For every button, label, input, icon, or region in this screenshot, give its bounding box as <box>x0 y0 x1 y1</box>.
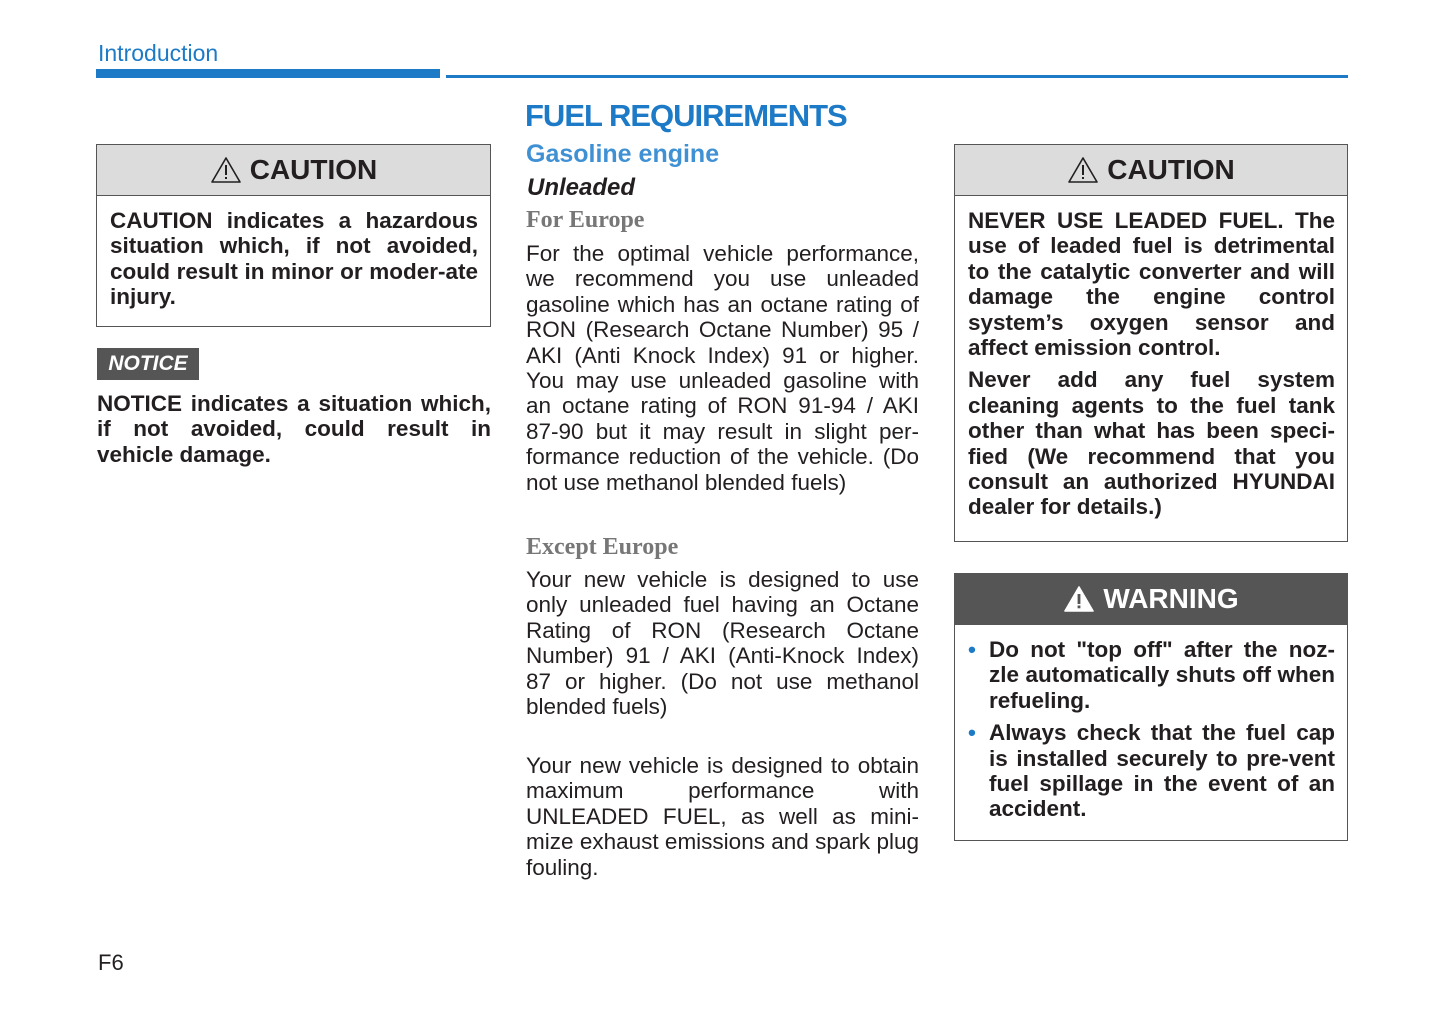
warning-triangle-icon <box>210 156 242 184</box>
section-subtitle: Gasoline engine <box>526 140 720 168</box>
caution-definition-box <box>96 144 491 327</box>
caution-paragraph: Never add any fuel system cleaning agents to the fuel tank other than what has been speci-fied (We recommend that you consult an authorized HYUNDAI dealer for details.) <box>968 367 1335 520</box>
warning-title: WARNING <box>1103 583 1239 614</box>
warning-item-text: Do not "top off" after the noz-zle automatically shuts off when refueling. <box>989 637 1335 713</box>
list-item <box>968 637 1335 713</box>
page-number: F6 <box>98 950 124 975</box>
bullet-icon: • <box>968 720 976 746</box>
header-rule-thin <box>446 75 1348 78</box>
section-subsubtitle: Unleaded <box>527 174 636 201</box>
for-europe-heading: For Europe <box>526 207 645 233</box>
notice-text: NOTICE indicates a situation which, if not avoided, could result in vehicle damage. <box>97 391 491 467</box>
warning-filled-triangle-icon <box>1063 585 1095 613</box>
unleaded-fuel-paragraph: Your new vehicle is designed to obtain maximum performance with UNLEADED FUEL, as well as mini-mize exhaust emissions and spark plug fouling. <box>526 753 919 880</box>
warning-box <box>954 573 1348 841</box>
for-europe-paragraph: For the optimal vehicle performance, we recommend you use unleaded gasoline which has an octane rating of RON (Research Octane Number) 95 / AKI (Anti Knock Index) 91 or higher. You may use unleaded gasoline with an octane rating of RON 91-94 / AKI 87-90 but it may result in slight per-formance reduction of the vehicle. (Do not use methanol blended fuels) <box>526 241 919 495</box>
warning-triangle-icon <box>1067 156 1099 184</box>
caution-title: CAUTION <box>249 154 378 185</box>
except-europe-paragraph: Your new vehicle is designed to use only unleaded fuel having an Octane Rating of RON (Research Octane Number) 91 / AKI (Anti-Knock Index) 87 or higher. (Do not use methanol blended fuels) <box>526 567 919 720</box>
caution-box-header <box>955 145 1347 196</box>
list-item <box>968 720 1335 822</box>
warning-box-header <box>955 574 1347 625</box>
caution-box-header <box>97 145 490 196</box>
notice-badge: NOTICE <box>97 348 199 380</box>
warning-list <box>968 637 1335 822</box>
page-title: FUEL REQUIREMENTS <box>525 98 847 133</box>
leaded-fuel-caution-box <box>954 144 1348 542</box>
bullet-icon: • <box>968 637 976 662</box>
caution-box-body <box>97 196 490 310</box>
caution-title: CAUTION <box>1107 154 1235 185</box>
section-label: Introduction <box>98 40 219 66</box>
caution-box-body <box>955 196 1347 520</box>
caution-text: CAUTION indicates a hazardous situation which, if not avoided, could result in minor or moder-ate injury. <box>110 208 478 310</box>
caution-paragraph: NEVER USE LEADED FUEL. The use of leaded fuel is detrimental to the catalytic converter and will damage the engine control system’s oxygen sensor and affect emission control. <box>968 208 1335 361</box>
warning-box-body <box>955 625 1347 822</box>
except-europe-heading: Except Europe <box>526 534 679 560</box>
header-rule-thick <box>96 69 440 78</box>
warning-item-text: Always check that the fuel cap is installed securely to pre-vent fuel spillage in the event of an accident. <box>989 720 1335 822</box>
